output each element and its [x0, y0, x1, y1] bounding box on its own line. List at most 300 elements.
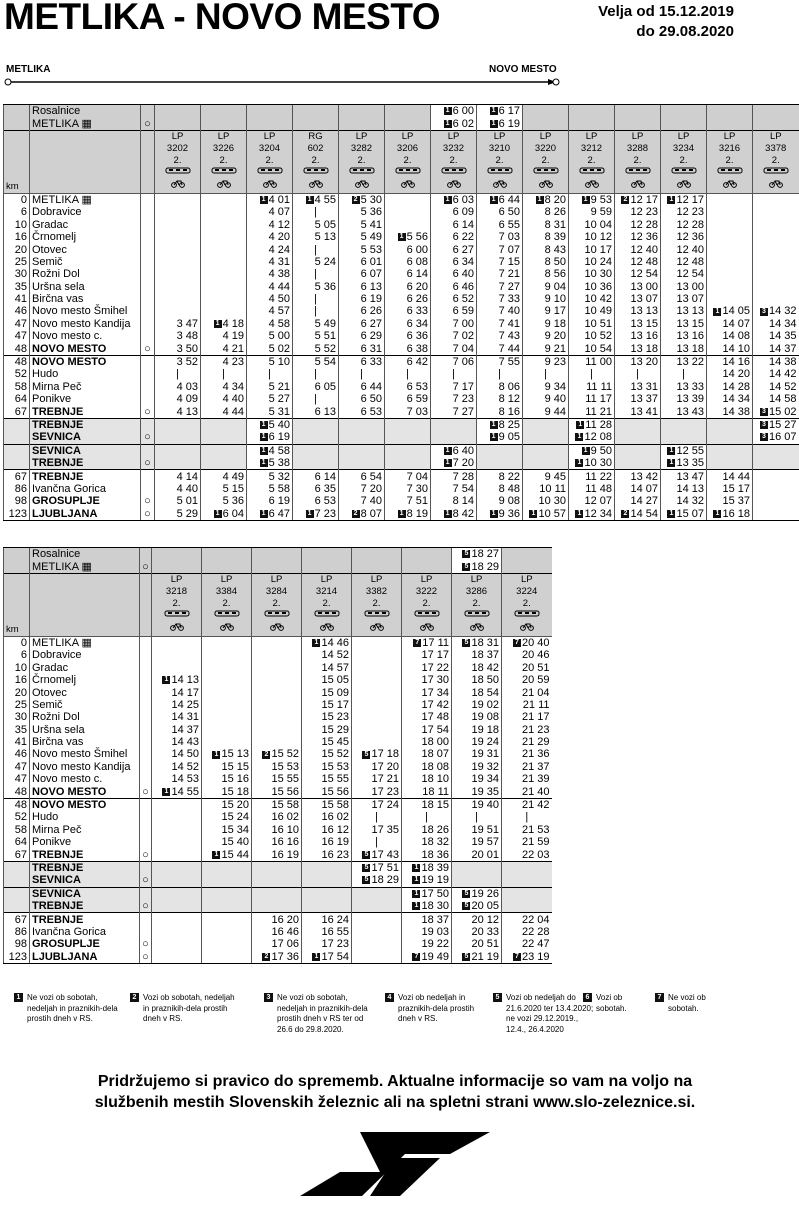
time-value: 22 28	[521, 925, 550, 938]
time-cell	[523, 431, 569, 444]
footnote-badge-icon: 1	[260, 510, 268, 518]
time-cell	[502, 761, 552, 773]
circle-icon	[141, 256, 155, 268]
time-cell	[152, 836, 202, 848]
time-cell	[402, 649, 452, 661]
time-cell	[201, 105, 247, 118]
time-value: 13 00	[676, 280, 704, 293]
table-row	[4, 761, 552, 773]
time-cell	[252, 560, 302, 573]
time-value: 15 55	[271, 773, 299, 786]
rosalnice-row	[4, 548, 552, 561]
time-cell	[523, 508, 569, 521]
km-cell	[4, 418, 30, 431]
footnote-badge-icon: 1	[412, 876, 420, 884]
time-cell	[152, 548, 202, 561]
time-cell	[707, 431, 753, 444]
time-cell	[202, 785, 252, 798]
time-cell	[385, 281, 431, 293]
time-value: 19 19	[421, 874, 449, 887]
time-cell	[452, 913, 502, 926]
legend-text: Ne vozi ob sobotah, nedeljah in praznikih-dela prostih dneh v RS.	[27, 993, 118, 1023]
time-cell	[293, 355, 339, 368]
time-cell	[247, 231, 293, 243]
time-cell	[339, 193, 385, 206]
time-value: 4 44	[222, 405, 244, 418]
time-cell	[155, 418, 201, 431]
time-cell	[247, 219, 293, 231]
train-car-icon	[214, 610, 240, 618]
time-cell	[155, 431, 201, 444]
legend-item	[655, 993, 735, 1014]
time-value: 15 44	[221, 848, 249, 861]
footnote-badge-icon: 1	[412, 890, 420, 898]
time-cell	[707, 318, 753, 330]
time-cell	[753, 495, 799, 507]
time-value: 19 18	[471, 723, 499, 736]
time-value: 7 33	[498, 293, 520, 306]
time-value: 15 52	[271, 748, 299, 761]
time-cell	[293, 256, 339, 268]
time-cell	[502, 711, 552, 723]
time-value: 5 05	[314, 218, 336, 231]
time-cell	[477, 431, 523, 444]
train-car-icon	[165, 167, 191, 175]
time-cell	[339, 268, 385, 280]
time-value: 19 57	[471, 836, 499, 849]
time-cell	[202, 951, 252, 964]
time-cell	[452, 951, 502, 964]
time-cell	[293, 342, 339, 355]
time-cell	[452, 560, 502, 573]
time-value: 15 29	[321, 723, 349, 736]
time-cell	[302, 861, 352, 874]
time-cell	[155, 355, 201, 368]
time-cell	[569, 193, 615, 206]
time-cell	[252, 636, 302, 649]
train-header: LP 3286 2.	[452, 573, 502, 636]
time-cell	[339, 305, 385, 317]
footnote-badge-icon: 1	[14, 993, 23, 1002]
time-cell: |	[247, 368, 293, 380]
time-value: 14 32	[768, 305, 797, 318]
time-cell	[569, 431, 615, 444]
footnote-badge-icon: 1	[575, 510, 583, 518]
time-value: 4 01	[268, 193, 290, 206]
time-cell	[661, 243, 707, 255]
table-row	[4, 711, 552, 723]
time-value: 16 55	[321, 925, 349, 938]
time-cell	[452, 686, 502, 698]
time-cell	[431, 342, 477, 355]
footnote-badge-icon: 1	[412, 902, 420, 910]
station-name: TREBNJE	[30, 900, 140, 913]
time-cell	[477, 418, 523, 431]
time-cell	[569, 268, 615, 280]
time-cell	[452, 636, 502, 649]
time-value: 7 03	[498, 231, 520, 244]
circle-icon: ○	[140, 951, 152, 964]
time-cell	[502, 686, 552, 698]
time-value: 7 28	[452, 470, 474, 483]
circle-icon	[140, 548, 152, 561]
page-title: METLIKA - NOVO MESTO	[4, 0, 441, 37]
time-value: 21 36	[521, 748, 550, 761]
time-value: 15 17	[722, 482, 750, 495]
time-value: 16 19	[271, 848, 299, 861]
time-value: 5 41	[360, 218, 382, 231]
time-cell	[569, 305, 615, 317]
table-row	[4, 318, 799, 330]
train-car-icon	[487, 167, 513, 175]
time-value: 15 58	[271, 799, 299, 812]
time-cell: |	[385, 368, 431, 380]
rosalnice-row	[4, 105, 799, 118]
time-cell	[707, 457, 753, 470]
time-value: 4 38	[268, 268, 290, 281]
time-cell	[339, 508, 385, 521]
time-cell	[477, 342, 523, 355]
time-value: 6 00	[452, 105, 474, 118]
time-cell	[302, 951, 352, 964]
station-name: SEVNICA	[30, 444, 141, 457]
time-cell	[431, 305, 477, 317]
time-cell	[431, 355, 477, 368]
time-cell	[247, 318, 293, 330]
time-cell	[302, 836, 352, 848]
time-cell	[569, 457, 615, 470]
time-cell	[402, 887, 452, 900]
time-cell	[452, 861, 502, 874]
km-cell: 35	[4, 724, 30, 736]
train-header: LP 3216 2.	[707, 130, 753, 193]
station-name: TREBNJE	[30, 848, 140, 861]
time-value: 4 40	[222, 393, 244, 406]
station-name: Črnomelj	[30, 674, 140, 686]
time-cell	[339, 105, 385, 118]
time-cell	[523, 418, 569, 431]
time-value: 8 48	[498, 482, 520, 495]
footnote-badge-icon: 2	[130, 993, 139, 1002]
time-value: 17 23	[321, 938, 349, 951]
time-cell	[707, 368, 753, 380]
time-value: 7 20	[360, 482, 382, 495]
time-cell: |	[339, 368, 385, 380]
time-cell	[661, 470, 707, 483]
footnote-badge-icon: 7	[655, 993, 664, 1002]
time-cell	[502, 900, 552, 913]
time-cell	[707, 117, 753, 130]
time-value: 8 07	[360, 507, 382, 520]
circle-icon	[140, 926, 152, 938]
circle-icon	[141, 105, 155, 118]
time-value: 12 40	[676, 243, 704, 256]
time-cell	[252, 674, 302, 686]
time-value: 3 52	[176, 356, 198, 369]
footnote-badge-icon: 3	[760, 308, 768, 316]
footnote-badge-icon: 2	[352, 196, 360, 204]
time-cell	[352, 824, 402, 836]
time-cell	[252, 951, 302, 964]
station-name: Birčna vas	[30, 293, 141, 305]
time-cell	[431, 231, 477, 243]
time-cell	[452, 548, 502, 561]
time-cell	[402, 848, 452, 861]
time-cell	[352, 761, 402, 773]
time-cell	[155, 318, 201, 330]
time-cell	[302, 724, 352, 736]
time-cell	[152, 699, 202, 711]
time-cell	[155, 256, 201, 268]
km-cell: 67	[4, 405, 30, 418]
station-name: Novo mesto Kandija	[30, 318, 141, 330]
circle-icon	[140, 798, 152, 811]
time-cell	[402, 900, 452, 913]
time-value: 6 44	[360, 380, 382, 393]
time-value: 9 34	[544, 380, 566, 393]
time-cell	[402, 674, 452, 686]
time-value: 4 07	[268, 206, 290, 219]
time-cell	[615, 231, 661, 243]
time-value: 4 58	[268, 444, 290, 457]
table-row	[4, 686, 552, 698]
time-value: 11 00	[585, 356, 612, 369]
time-cell	[615, 193, 661, 206]
bicycle-icon	[401, 179, 415, 188]
footnote-badge-icon: 1	[162, 788, 170, 796]
station-name: Semič	[30, 256, 141, 268]
time-value: 5 40	[268, 419, 290, 431]
time-cell	[753, 508, 799, 521]
station-name: LJUBLJANA	[30, 951, 140, 964]
time-cell	[152, 811, 202, 823]
time-cell	[152, 913, 202, 926]
time-cell	[615, 444, 661, 457]
footnote-badge-icon: 3	[760, 408, 768, 416]
time-value: 7 15	[498, 255, 520, 268]
time-cell	[252, 836, 302, 848]
circle-icon	[141, 444, 155, 457]
time-value: 7 04	[452, 342, 474, 355]
time-value: 4 49	[222, 470, 244, 483]
km-cell: 58	[4, 824, 30, 836]
time-value: 17 34	[421, 686, 449, 699]
time-cell	[452, 699, 502, 711]
time-cell	[302, 824, 352, 836]
time-value: 14 57	[321, 661, 349, 674]
time-cell	[385, 305, 431, 317]
time-cell	[302, 674, 352, 686]
time-value: 14 52	[171, 760, 199, 773]
bicycle-icon	[493, 179, 507, 188]
time-cell	[202, 686, 252, 698]
time-cell	[661, 418, 707, 431]
time-cell	[152, 686, 202, 698]
time-value: 18 15	[421, 799, 449, 812]
circle-icon: ○	[141, 342, 155, 355]
time-cell	[707, 470, 753, 483]
time-cell	[707, 418, 753, 431]
time-cell	[477, 193, 523, 206]
time-cell	[339, 405, 385, 418]
time-value: 11 22	[585, 470, 612, 483]
legend-item	[583, 993, 647, 1014]
time-cell	[452, 761, 502, 773]
time-cell	[152, 848, 202, 861]
time-cell	[302, 662, 352, 674]
time-cell	[339, 231, 385, 243]
time-value: 8 12	[498, 393, 520, 406]
table-row	[4, 798, 552, 811]
footnote-badge-icon: 1	[212, 851, 220, 859]
time-cell	[352, 548, 402, 561]
time-cell	[385, 256, 431, 268]
footnote-badge-icon: 1	[582, 196, 590, 204]
time-value: 14 58	[768, 393, 797, 406]
time-value: 10 36	[584, 280, 612, 293]
time-cell	[661, 293, 707, 305]
time-cell	[477, 457, 523, 470]
time-cell	[302, 649, 352, 661]
bicycle-icon	[470, 622, 484, 631]
time-value: 21 17	[521, 711, 550, 724]
time-cell	[402, 836, 452, 848]
time-cell	[502, 861, 552, 874]
time-cell	[152, 711, 202, 723]
time-cell	[155, 483, 201, 495]
time-value: 14 13	[676, 482, 704, 495]
time-value: 12 07	[584, 495, 612, 508]
time-value: 9 23	[544, 356, 566, 369]
footnote-badge-icon: 1	[575, 459, 583, 467]
time-cell	[202, 773, 252, 785]
bicycle-icon	[723, 179, 737, 188]
time-cell	[152, 636, 202, 649]
time-cell	[201, 293, 247, 305]
time-cell	[293, 495, 339, 507]
time-cell	[502, 636, 552, 649]
table-row	[4, 773, 552, 785]
footnote-badge-icon: 1	[260, 421, 268, 429]
table-row	[4, 938, 552, 950]
time-cell	[502, 887, 552, 900]
time-cell	[385, 418, 431, 431]
table-row	[4, 444, 799, 457]
time-value: 4 03	[176, 380, 198, 393]
bicycle-icon	[539, 179, 553, 188]
table-row	[4, 368, 799, 380]
time-cell	[155, 508, 201, 521]
time-cell	[753, 219, 799, 231]
time-value: 12 23	[630, 206, 658, 219]
time-value: 16 19	[321, 836, 349, 849]
time-cell	[402, 636, 452, 649]
time-cell	[477, 495, 523, 507]
time-cell	[569, 206, 615, 218]
train-header: RG 602 2.	[293, 130, 339, 193]
train-car-icon	[414, 610, 440, 618]
station-name: Birčna vas	[30, 736, 140, 748]
table-row	[4, 699, 552, 711]
time-value: 20 46	[521, 649, 550, 662]
circle-icon: ○	[141, 405, 155, 418]
footnote-badge-icon: 1	[582, 447, 590, 455]
station-name: Ivančna Gorica	[30, 926, 140, 938]
time-cell	[569, 117, 615, 130]
time-cell	[339, 470, 385, 483]
table-row	[4, 268, 799, 280]
circle-icon: ○	[141, 431, 155, 444]
time-value: 18 26	[421, 823, 449, 836]
legend-text: Vozi ob sobotah.	[596, 993, 627, 1013]
time-cell	[523, 318, 569, 330]
time-value: 10 30	[584, 457, 612, 470]
time-cell	[247, 470, 293, 483]
time-value: 9 53	[590, 193, 612, 206]
time-cell	[152, 674, 202, 686]
time-cell	[753, 305, 799, 317]
time-value: 12 17	[630, 193, 658, 206]
header-spacer	[30, 573, 140, 636]
time-value: 5 10	[268, 356, 290, 369]
station-name: NOVO MESTO	[30, 342, 141, 355]
time-value: 6 03	[452, 193, 474, 206]
time-cell	[252, 900, 302, 913]
time-cell	[431, 318, 477, 330]
footnote-badge-icon: 1	[444, 107, 452, 115]
time-cell	[569, 342, 615, 355]
km-cell: 0	[4, 193, 30, 206]
circle-icon	[140, 711, 152, 723]
time-cell	[615, 105, 661, 118]
time-value: 5 38	[268, 457, 290, 470]
time-cell	[753, 355, 799, 368]
time-value: 7 27	[498, 280, 520, 293]
footnote-badge-icon: 1	[576, 421, 584, 429]
time-cell	[477, 243, 523, 255]
km-cell	[4, 117, 30, 130]
time-cell	[707, 495, 753, 507]
time-value: 5 02	[268, 342, 290, 355]
time-cell	[615, 470, 661, 483]
time-value: 8 56	[544, 268, 566, 281]
time-value: 4 40	[176, 482, 198, 495]
time-cell	[201, 470, 247, 483]
station-name: TREBNJE	[30, 861, 140, 874]
time-value: 18 36	[421, 848, 449, 861]
station-name: Dobravice	[30, 649, 140, 661]
time-value: 5 31	[268, 405, 290, 418]
time-cell	[385, 483, 431, 495]
time-value: 20 01	[471, 848, 499, 861]
km-cell: 20	[4, 686, 30, 698]
time-value: 10 52	[584, 330, 612, 343]
time-value: 6 02	[452, 117, 474, 130]
time-value: 6 19	[268, 431, 290, 444]
time-value: 19 26	[471, 887, 499, 900]
time-value: 20 59	[521, 674, 550, 687]
footnote-badge-icon: 1	[490, 107, 498, 115]
footnote-badge-icon: 3	[760, 421, 768, 429]
time-cell	[252, 548, 302, 561]
table-row	[4, 330, 799, 342]
time-cell	[569, 243, 615, 255]
time-value: 6 19	[498, 117, 520, 130]
time-cell	[753, 281, 799, 293]
circle-icon	[140, 824, 152, 836]
valid-to: do 29.08.2020	[636, 23, 734, 40]
time-cell	[339, 243, 385, 255]
